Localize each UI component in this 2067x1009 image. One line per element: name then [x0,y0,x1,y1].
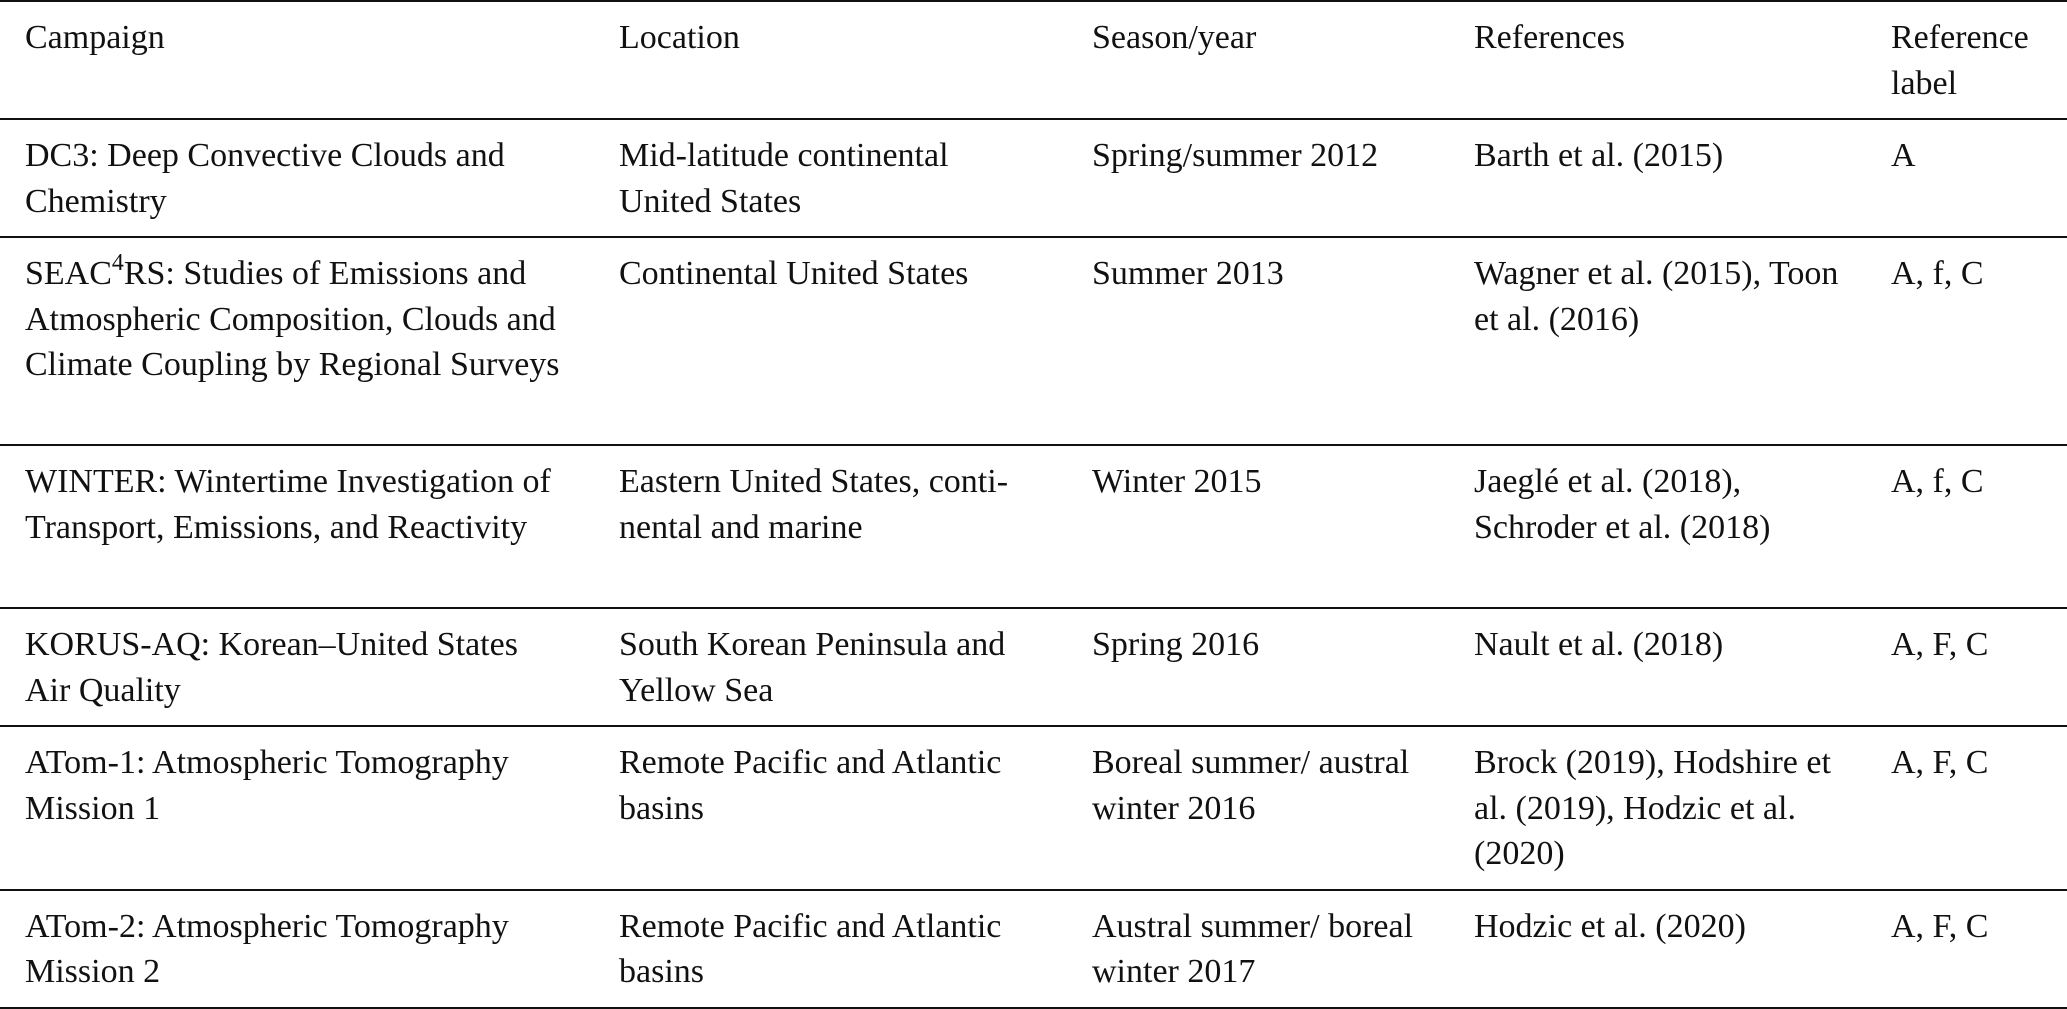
campaign-cell [0,726,593,890]
campaign-cell [0,119,593,237]
table-row [0,726,2067,890]
references-cell: Hodzic et al. (2020) [1474,907,1746,945]
location-cell: South Korean Peninsula and Yellow Sea [619,626,1006,709]
reference-label-cell: A [1891,137,1916,174]
season-cell: Spring 2016 [1092,626,1260,663]
reference-label-cell: A, f, C [1891,463,1984,500]
references-cell: Nault et al. (2018) [1474,626,1724,663]
references-cell: Barth et al. (2015) [1474,137,1724,174]
table-row [0,445,2067,608]
header-references: References [1474,19,1626,56]
campaign-cell [0,890,593,1008]
header-row [0,1,2067,119]
campaign-name: ATom-2: Atmospheric Tomography Mission 2 [25,907,509,990]
references-cell: Brock (2019), Hodshire et al. (2019), Hodzic et al. (2020) [1474,744,1831,872]
reference-label-cell: A, f, C [1891,255,1984,292]
location-cell: Remote Pacific and Atlantic basins [619,744,1002,827]
location-cell: Eastern United States, continental and marine [619,463,1009,546]
campaign-cell [0,237,593,445]
header-campaign: Campaign [25,19,165,56]
table-row [0,119,2067,237]
table-row [0,890,2067,1008]
season-cell: Winter 2015 [1092,463,1262,500]
table-body [0,119,2067,1008]
location-cell: Mid-latitude continental United States [619,137,949,220]
campaign-name: KORUS-AQ: Korean–United States Air Quality [25,626,518,709]
campaign-name-suffix: RS: Studies of Emissions and Atmospheric Composition, Clouds and Climate Coupling by Regional Surveys [25,255,560,383]
location-cell: Continental United States [619,255,969,292]
season-cell: Austral summer/ boreal winter 2017 [1092,907,1414,990]
campaign-name-prefix: SEAC [25,255,112,292]
reference-label-cell: A, F, C [1891,744,1989,781]
references-cell: Jaeglé et al. (2018), Schroder et al. (2018) [1474,463,1771,546]
campaign-name: WINTER: Wintertime Investigation of Transport, Emissions, and Reactivity [25,463,551,546]
campaign-name-superscript: 4 [111,250,124,277]
campaign-name: DC3: Deep Convective Clouds and Chemistry [25,137,505,220]
season-cell: Spring/summer 2012 [1092,137,1379,174]
season-cell: Boreal summer/ austral winter 2016 [1092,744,1410,827]
header-location: Location [619,19,740,56]
campaign-cell [0,608,593,726]
table-row [0,608,2067,726]
header-reference-label: Reference label [1891,19,2029,102]
campaign-name: ATom-1: Atmospheric Tomography Mission 1 [25,744,509,827]
header-season-year: Season/year [1092,19,1257,56]
reference-label-cell: A, F, C [1891,626,1989,663]
reference-label-cell: A, F, C [1891,907,1989,945]
location-cell: Remote Pacific and Atlantic basins [619,907,1002,990]
references-cell: Wagner et al. (2015), Toon et al. (2016) [1474,255,1839,338]
table-row [0,237,2067,445]
season-cell: Summer 2013 [1092,255,1284,292]
campaign-cell [0,445,593,608]
table-header [0,1,2067,119]
